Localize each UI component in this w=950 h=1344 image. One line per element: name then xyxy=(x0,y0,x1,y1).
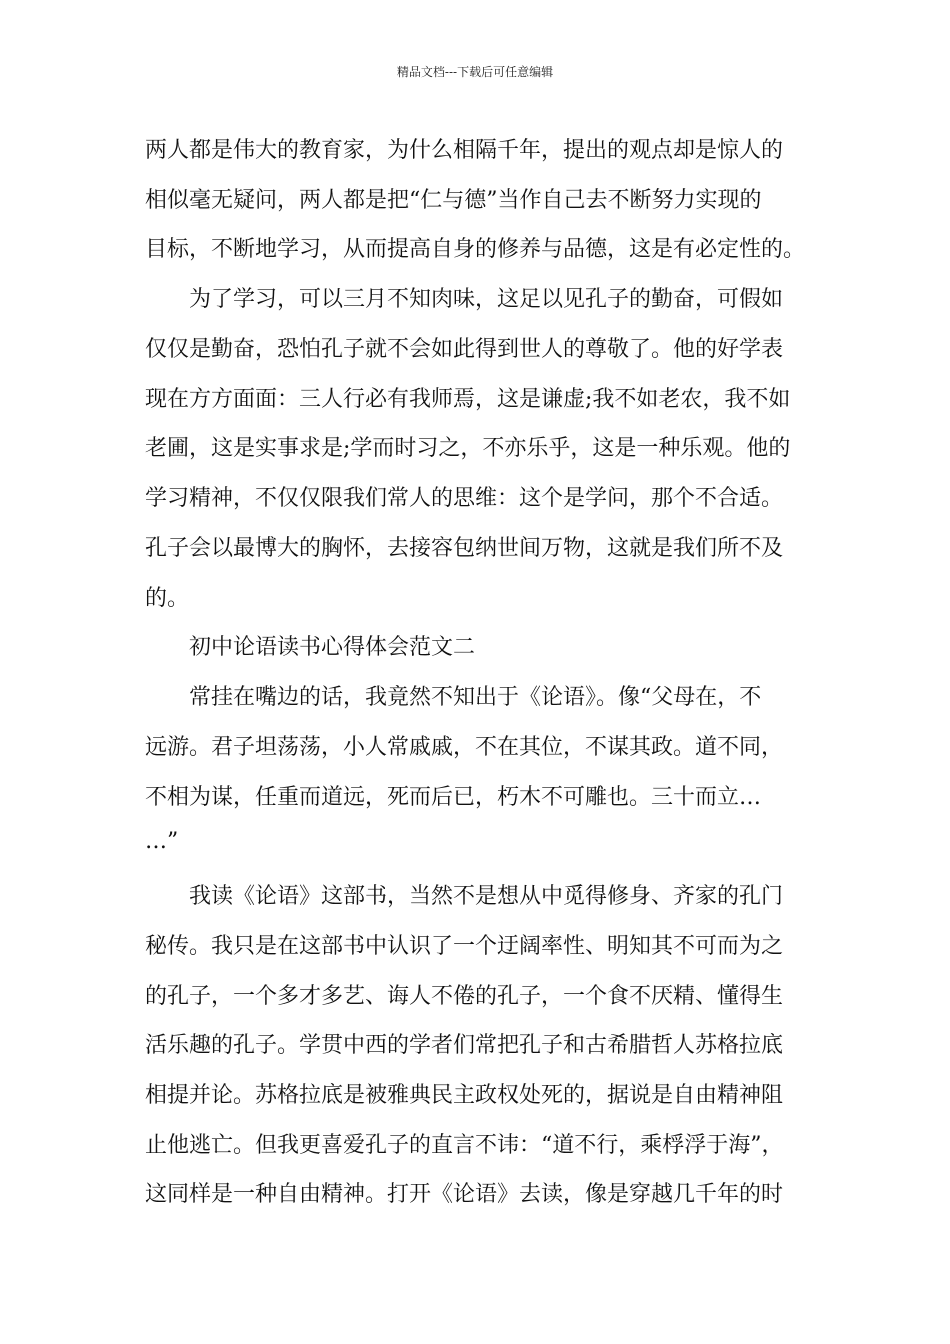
text-line: 相似毫无疑问，两人都是把“仁与德”当作自己去不断努力实现的 xyxy=(145,188,762,213)
text-line: 的孔子，一个多才多艺、诲人不倦的孔子，一个食不厌精、懂得生 xyxy=(145,984,784,1009)
text-line: 的。 xyxy=(145,586,190,611)
text-line: 相提并论。苏格拉底是被雅典民主政权处死的，据说是自由精神阻 xyxy=(145,1083,784,1108)
text-line: 秘传。我只是在这部书中认识了一个迂阔率性、明知其不可而为之 xyxy=(145,934,784,959)
section-heading: 初中论语读书心得体会范文二 xyxy=(189,635,476,660)
text-line: …” xyxy=(145,829,179,854)
page-header: 精品文档---下载后可任意编辑 xyxy=(396,65,554,79)
text-line: 远游。君子坦荡荡，小人常戚戚，不在其位，不谋其政。道不同， xyxy=(145,735,784,760)
text-line: 现在方方面面：三人行必有我师焉，这是谦虚;我不如老农，我不如 xyxy=(145,387,791,412)
text-line: 老圃，这是实事求是;学而时习之，不亦乐乎，这是一种乐观。他的 xyxy=(145,436,791,461)
text-line: 常挂在嘴边的话，我竟然不知出于《论语》。像“父母在，不 xyxy=(189,685,762,710)
text-line: 我读《论语》这部书，当然不是想从中觅得修身、齐家的孔门 xyxy=(189,884,784,909)
text-line: 孔子会以最博大的胸怀，去接容包纳世间万物，这就是我们所不及 xyxy=(145,536,784,561)
text-line: 活乐趣的孔子。学贯中西的学者们常把孔子和古希腊哲人苏格拉底 xyxy=(145,1033,784,1058)
text-line: 目标，不断地学习，从而提高自身的修养与品德，这是有必定性的。 xyxy=(145,237,806,262)
text-line: 止他逃亡。但我更喜爱孔子的直言不讳：“道不行，乘桴浮于海”， xyxy=(145,1133,784,1158)
text-line: 两人都是伟大的教育家，为什么相隔千年，提出的观点却是惊人的 xyxy=(145,138,784,163)
text-line: 仅仅是勤奋，恐怕孔子就不会如此得到世人的尊敬了。他的好学表 xyxy=(145,337,784,362)
text-line: 为了学习，可以三月不知肉味，这足以见孔子的勤奋，可假如 xyxy=(189,287,784,312)
text-line: 学习精神，不仅仅限我们常人的思维：这个是学问，那个不合适。 xyxy=(145,486,784,511)
text-line: 这同样是一种自由精神。打开《论语》去读，像是穿越几千年的时 xyxy=(145,1182,784,1207)
text-line: 不相为谋，任重而道远，死而后已，朽木不可雕也。三十而立… xyxy=(145,785,762,810)
